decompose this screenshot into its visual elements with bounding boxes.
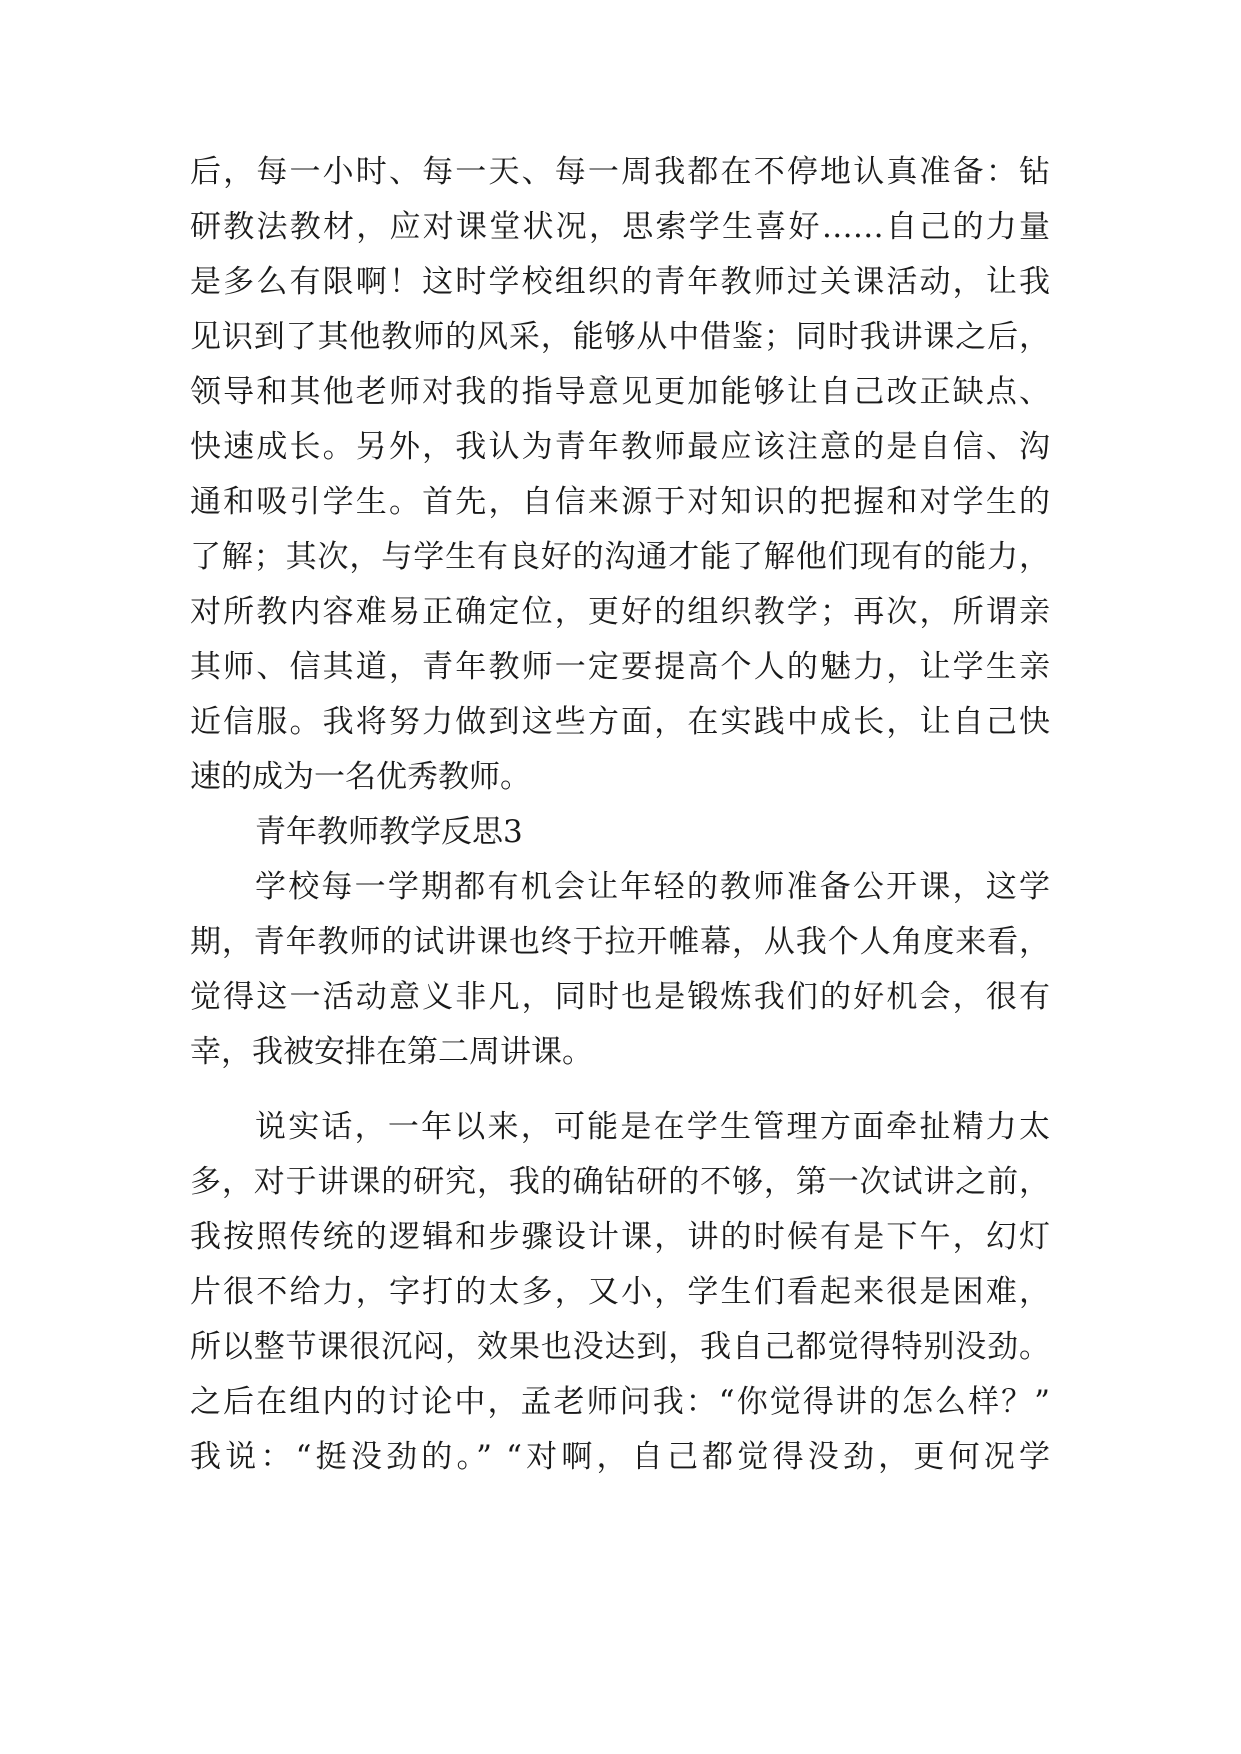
paragraph-line: 领导和其他老师对我的指导意见更加能够让自己改正缺点、 [190, 374, 1050, 410]
paragraph-line: 近信服。我将努力做到这些方面，在实践中成长，让自己快 [190, 704, 1050, 740]
paragraph-line: 后，每一小时、每一天、每一周我都在不停地认真准备：钻 [190, 154, 1050, 190]
paragraph-line: 对所教内容难易正确定位，更好的组织教学；再次，所谓亲 [190, 594, 1050, 630]
paragraph-line: 说实话，一年以来，可能是在学生管理方面牵扯精力太 [255, 1109, 1050, 1145]
paragraph-line: 速的成为一名优秀教师。 [190, 759, 531, 795]
paragraph-line: 觉得这一活动意义非凡，同时也是锻炼我们的好机会，很有 [190, 979, 1050, 1015]
paragraph-line: 是多么有限啊！这时学校组织的青年教师过关课活动，让我 [190, 264, 1050, 300]
paragraph-line: 通和吸引学生。首先，自信来源于对知识的把握和对学生的 [190, 484, 1050, 520]
paragraph-line: 快速成长。另外，我认为青年教师最应该注意的是自信、沟 [190, 429, 1050, 465]
paragraph-line: 我按照传统的逻辑和步骤设计课，讲的时候有是下午，幻灯 [190, 1219, 1050, 1255]
paragraph-line: 期，青年教师的试讲课也终于拉开帷幕，从我个人角度来看， [190, 924, 1050, 960]
paragraph-line: 幸，我被安排在第二周讲课。 [190, 1034, 593, 1070]
paragraph-line: 之后在组内的讨论中，孟老师问我：“你觉得讲的怎么样？” [190, 1384, 1050, 1420]
paragraph-line: 片很不给力，字打的太多，又小，学生们看起来很是困难， [190, 1274, 1050, 1310]
paragraph-line: 多，对于讲课的研究，我的确钻研的不够，第一次试讲之前， [190, 1164, 1050, 1200]
section-title: 青年教师教学反思3 [255, 814, 523, 850]
paragraph-line: 所以整节课很沉闷，效果也没达到，我自己都觉得特别没劲。 [190, 1329, 1050, 1365]
paragraph-line: 其师、信其道，青年教师一定要提高个人的魅力，让学生亲 [190, 649, 1050, 685]
paragraph-line: 研教法教材，应对课堂状况，思索学生喜好……自己的力量 [190, 209, 1050, 245]
paragraph-line: 学校每一学期都有机会让年轻的教师准备公开课，这学 [255, 869, 1050, 905]
paragraph-line: 见识到了其他教师的风采，能够从中借鉴；同时我讲课之后， [190, 319, 1050, 355]
paragraph-line: 我说：“挺没劲的。” “对啊，自己都觉得没劲，更何况学 [190, 1439, 1050, 1475]
paragraph-line: 了解；其次，与学生有良好的沟通才能了解他们现有的能力， [190, 539, 1050, 575]
